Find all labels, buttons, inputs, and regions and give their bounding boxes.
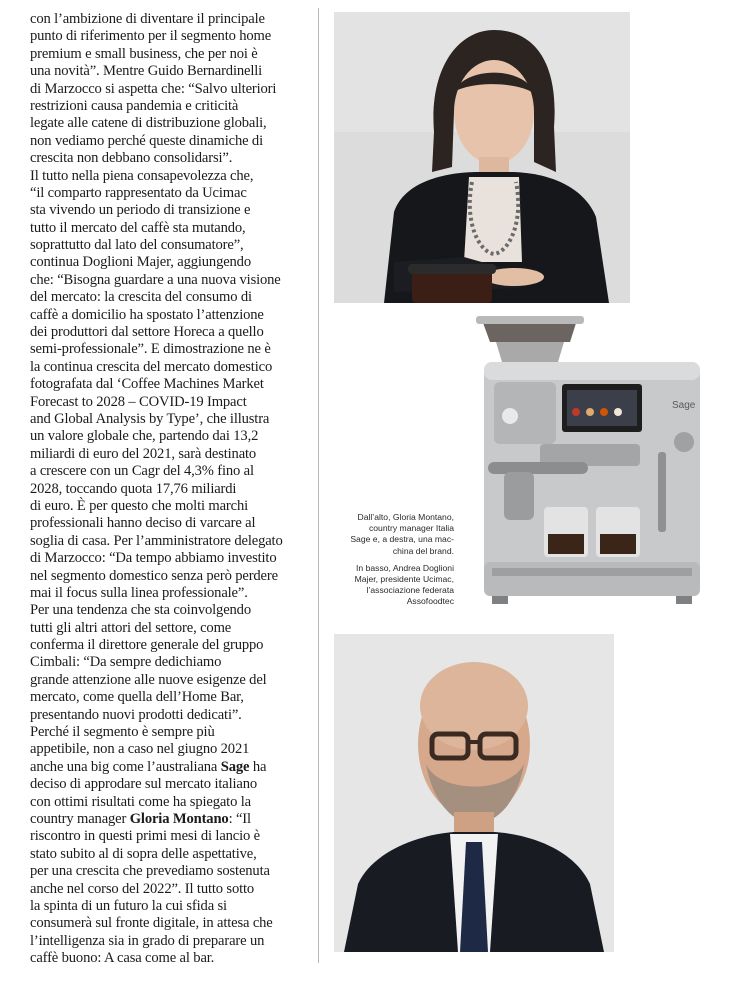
article-text: and Global Analysis by Type’, che illustra	[30, 410, 270, 427]
article-line	[30, 237, 315, 254]
article-line	[30, 672, 315, 689]
article-text: a crescere con un Cagr del 4,3% fino al	[30, 463, 254, 480]
article-line	[30, 568, 315, 585]
article-text: mercato, come quella dell’Home Bar,	[30, 689, 244, 706]
article-line	[30, 185, 315, 202]
article-text: nel segmento domestico senza però perdere	[30, 567, 278, 584]
article-text: : “Il	[228, 810, 251, 827]
article-text: dei produttori dal settore Horeca a quello	[30, 324, 264, 341]
article-line	[30, 481, 315, 498]
article-line	[30, 463, 315, 480]
article-line	[30, 150, 315, 167]
article-text: continua Doglioni Majer, aggiungendo	[30, 254, 251, 271]
article-text: consumerà sul fronte digitale, in attesa che	[30, 915, 273, 932]
article-line	[30, 654, 315, 671]
article-line	[30, 515, 315, 532]
article-text: Per una tendenza che sta coinvolgendo	[30, 602, 251, 619]
article-text: la continua crescita del mercato domestico	[30, 358, 273, 375]
article-line	[30, 898, 315, 915]
article-line	[30, 115, 315, 132]
article-text: 2028, toccando quota 17,76 miliardi	[30, 480, 237, 497]
article-text: di euro. È per questo che molti marchi	[30, 497, 249, 514]
article-text: soprattutto dal lato del consumatore”,	[30, 237, 244, 254]
article-text: deciso di approdare sul mercato italiano	[30, 776, 258, 793]
article-line	[30, 220, 315, 237]
article-text: un valore globale che, partendo dai 13,2	[30, 428, 259, 445]
article-line	[30, 602, 315, 619]
caption-line: Sage e, a destra, una mac-	[350, 534, 454, 545]
article-text: per una crescita che prevediamo sostenuta	[30, 863, 270, 880]
article-text: appetibile, non a caso nel giugno 2021	[30, 741, 250, 758]
article-line	[30, 863, 315, 880]
article-line	[30, 707, 315, 724]
article-text: con l’ambizione di diventare il principale	[30, 11, 265, 27]
article-bold-name: Sage	[220, 758, 250, 775]
article-line	[30, 411, 315, 428]
article-text: “il comparto rappresentato da Ucimac	[30, 184, 247, 201]
caption-line: Assofoodtec	[406, 596, 454, 607]
article-text: l’intelligenza sia in grado di preparare un	[30, 932, 265, 949]
article-line	[30, 272, 315, 289]
article-text: legate alle catene di distribuzione globali,	[30, 115, 267, 132]
article-text: che: “Bisogna guardare a una nuova visione	[30, 271, 281, 288]
article-bold-name: Gloria Montano	[129, 810, 229, 827]
article-line	[30, 759, 315, 776]
article-line	[30, 168, 315, 185]
caption-line: country manager Italia	[368, 523, 454, 534]
article-line	[30, 585, 315, 602]
article-text: riscontro in questi primi mesi di lancio è	[30, 828, 260, 845]
article-line	[30, 133, 315, 150]
article-line	[30, 533, 315, 550]
article-line	[30, 428, 315, 445]
article-text: crescita non debbano consolidarsi”.	[30, 150, 233, 167]
article-text: mai il focus sulla linea professionale”.	[30, 584, 248, 601]
article-text: anche nel corso del 2022”. Il tutto sotto	[30, 880, 255, 897]
article-text: di Marzocco: “Da tempo abbiamo investito	[30, 550, 277, 567]
article-text: caffè a domicilio ha spostato l’attenzione	[30, 306, 264, 323]
article-text: con ottimi risultati come ha spiegato la	[30, 793, 251, 810]
article-text: premium e small business, che per noi è	[30, 45, 258, 62]
article-text: sta vivendo un periodo di transizione e	[30, 202, 251, 219]
article-text: Il tutto nella piena consapevolezza che,	[30, 167, 254, 184]
article-line	[30, 324, 315, 341]
article-text: caffè buono: A casa come al bar.	[30, 950, 215, 967]
article-text: fotografata dal ‘Coffee Machines Market	[30, 376, 264, 393]
article-line	[30, 446, 315, 463]
article-line	[30, 620, 315, 637]
article-line	[30, 915, 315, 932]
article-text: soglia di casa. Per l’amministratore delegato	[30, 532, 283, 549]
article-line	[30, 741, 315, 758]
article-line	[30, 950, 315, 967]
article-line	[30, 63, 315, 80]
caption-line: l’associazione federata	[366, 585, 454, 596]
article-text: la spinta di un futuro la cui sfida si	[30, 897, 227, 914]
article-text: stato subito al di sopra delle aspettative,	[30, 845, 257, 862]
article-text: grande attenzione alle nuove esigenze del	[30, 671, 267, 688]
article-text: conferma il direttore generale del gruppo	[30, 637, 264, 654]
article-line	[30, 28, 315, 45]
article-text: presentando nuovi prodotti dedicati”.	[30, 706, 242, 723]
caption-line: Majer, presidente Ucimac,	[354, 574, 454, 585]
article-text: Perché il segmento è sempre più	[30, 724, 215, 741]
caption-line: Dall’alto, Gloria Montano,	[357, 512, 454, 522]
article-text: semi-professionale”. E dimostrazione ne è	[30, 341, 271, 358]
article-line	[30, 376, 315, 393]
article-line	[30, 689, 315, 706]
portrait-andrea-doglioni-majer	[334, 634, 614, 952]
article-line	[30, 307, 315, 324]
article-line	[30, 394, 315, 411]
article-line	[30, 341, 315, 358]
article-text: del mercato: la crescita del consumo di	[30, 289, 252, 306]
article-line	[30, 550, 315, 567]
machine-brand-label: Sage	[672, 400, 696, 411]
article-text: una novità”. Mentre Guido Bernardinelli	[30, 63, 263, 80]
caption-line: china del brand.	[392, 545, 454, 556]
article-line	[30, 11, 315, 28]
article-line	[30, 811, 315, 828]
article-line	[30, 881, 315, 898]
article-text: ha	[249, 758, 267, 775]
article-line	[30, 46, 315, 63]
article-line	[30, 359, 315, 376]
article-text: di Marzocco si aspetta che: “Salvo ulteriori	[30, 80, 277, 97]
article-line	[30, 637, 315, 654]
article-line	[30, 98, 315, 115]
article-text: country manager	[30, 810, 130, 827]
article-line	[30, 289, 315, 306]
article-line	[30, 846, 315, 863]
article-line	[30, 254, 315, 271]
caption-line: In basso, Andrea Doglioni	[356, 562, 454, 573]
article-line	[30, 81, 315, 98]
article-line	[30, 776, 315, 793]
article-text: tutti gli altri attori del settore, come	[30, 619, 232, 636]
article-line	[30, 724, 315, 741]
article-text: anche una big come l’australiana	[30, 758, 221, 775]
article-line	[30, 794, 315, 811]
article-text: non vediamo perché queste dinamiche di	[30, 132, 263, 149]
article-text: Cimbali: “Da sempre dedichiamo	[30, 654, 222, 671]
article-text: Forecast to 2028 – COVID-19 Impact	[30, 393, 247, 410]
article-text: restrizioni causa pandemia e criticità	[30, 97, 239, 114]
column-divider	[318, 8, 319, 963]
article-text: miliardi di euro del 2021, sarà destinato	[30, 445, 257, 462]
portrait-gloria-montano	[334, 12, 630, 303]
article-line	[30, 933, 315, 950]
article-line	[30, 202, 315, 219]
article-text: punto di riferimento per il segmento home	[30, 28, 272, 45]
espresso-machine-photo	[462, 312, 718, 624]
article-text: professionali hanno deciso di varcare al	[30, 515, 256, 532]
article-text: tutto il mercato del caffè sta mutando,	[30, 219, 246, 236]
article-line	[30, 828, 315, 845]
article-line	[30, 498, 315, 515]
photo-caption	[330, 512, 454, 608]
article-column	[30, 11, 315, 967]
